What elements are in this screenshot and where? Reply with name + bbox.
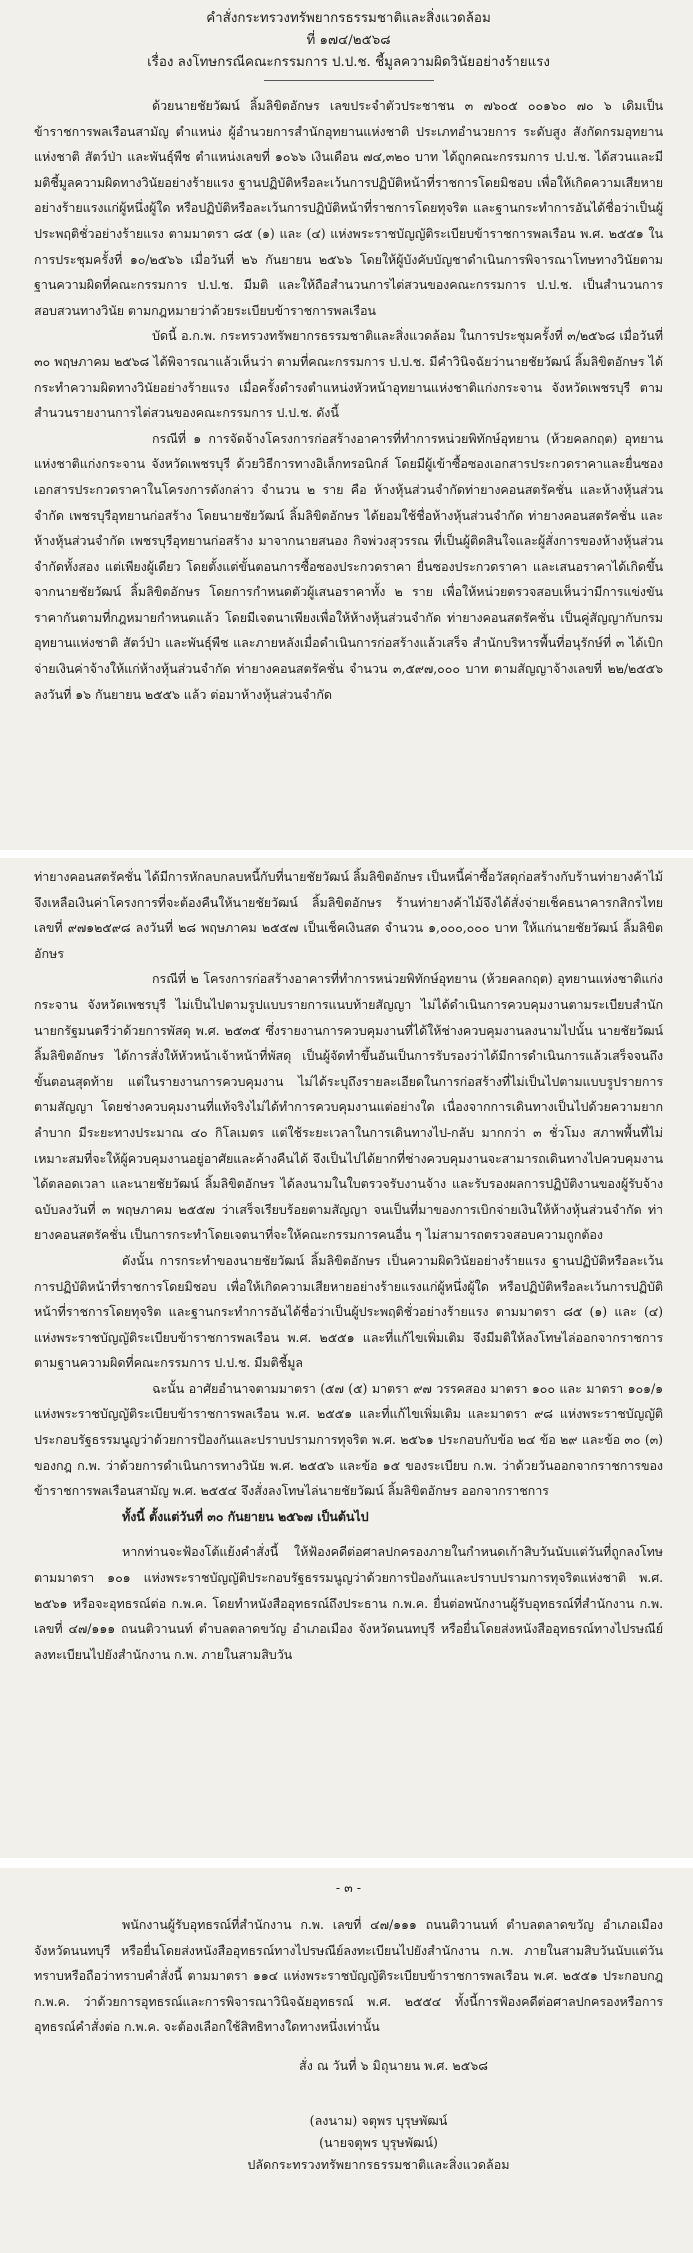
paragraph: กรณีที่ ๑ การจัดจ้างโครงการก่อสร้างอาคารที่ทำการหน่วยพิทักษ์อุทยาน (ห้วยคลกฤต) อุทยานแห่งชาติแก่งกระจาน จังหวัดเพชรบุรี ด้วยวิธีการทางอิเล็กทรอนิกส์ โดยมีผู้เข้าซื้อซองเอกสารประกวดราคาและยื่นซองเอกสารประกวดราคาในโครงการดังกล่าว จำนวน ๒ ราย คือ ห้างหุ้นส่วนจำกัดท่ายางคอนสตรัคชั่น และห้างหุ้นส่วนจำกัด เพชรบุรีอุทยานก่อสร้าง โดยนายชัยวัฒน์ ลิ้มลิขิตอักษร ได้ยอมใช้ชื่อห้างหุ้นส่วนจำกัด ท่ายางคอนสตรัคชั่น และห้างหุ้นส่วนจำกัด เพชรบุรีอุทยานก่อสร้าง มาจากนายสนอง กิจพ่วงสุวรรณ ที่เป็นผู้ติดสินใจและผู้สั่งการของห้างหุ้นส่วนจำกัดทั้งสอง แต่เพียงผู้เดียว โดยตั้งแต่ขั้นตอนการซื้อซองประกวดราคา ยื่นซองประกวดราคา และเสนอราคาได้เกิดขึ้นจากนายชัยวัฒน์ ลิ้มลิขิตอักษร โดยการกำหนดตัวผู้เสนอราคาทั้ง ๒ ราย เพื่อให้หน่วยตรวจสอบเห็นว่ามีการแข่งขันราคากันตามที่กฎหมายกำหนดแล้ว โดยมีเจตนาเพียงเพื่อให้ห้างหุ้นส่วนจำกัด ท่ายางคอนสตรัคชั่น เป็นคู่สัญญากับกรมอุทยานแห่งชาติ สัตว์ป่า และพันธุ์พืช และภายหลังเมื่อดำเนินการก่อสร้างแล้วเสร็จ สำนักบริหารพื้นที่อนุรักษ์ที่ ๓ ได้เบิกจ่ายเงินค่าจ้างให้แก่ห้างหุ้นส่วนจำกัด ท่ายางคอนสตรัคชั่น จำนวน ๓,๕๙๗,๐๐๐ บาท ตามสัญญาจ้างเลขที่ ๒๒/๒๕๕๖ ลงวันที่ ๑๖ กันยายน ๒๕๕๖ แล้ว ต่อมาห้างหุ้นส่วนจำกัด (34, 430, 663, 702)
page-number: - ๓ - (335, 1880, 362, 1895)
order-subject: เรื่อง ลงโทษกรณีคณะกรรมการ ป.ป.ช. ชี้มูลความผิดวินัยอย่างร้ายแรง (147, 55, 550, 70)
order-number: ที่ ๑๗๔/๒๕๖๘ (306, 33, 391, 48)
effective-date: ทั้งนี้ ตั้งแต่วันที่ ๓๐ กันยายน ๒๕๖๗ เป็นต้นไป (122, 1508, 369, 1524)
paragraph: ด้วยนายชัยวัฒน์ ลิ้มลิขิตอักษร เลขประจำตัวประชาชน ๓ ๗๖๐๕ ๐๐๑๖๐ ๗๐ ๖ เดิมเป็นข้าราชการพลเรือนสามัญ ตำแหน่ง ผู้อำนวยการสำนักอุทยานแห่งชาติ ประเภทอำนวยการ ระดับสูง สังกัดกรมอุทยานแห่งชาติ สัตว์ป่า และพันธุ์พืช ตำแหน่งเลขที่ ๑๐๖๖ เงินเดือน ๗๔,๓๒๐ บาท ได้ถูกคณะกรรมการ ป.ป.ช. ได้สวนและมีมติชี้มูลความผิดทางวินัยอย่างร้ายแรง ฐานปฏิบัติหรือละเว้นการปฏิบัติหน้าที่ราชการโดยมิชอบ เพื่อให้เกิดความเสียหายอย่างร้ายแรงแก่ผู้หนึ่งผู้ใด หรือปฏิบัติหรือละเว้นการปฏิบัติหน้าที่ราชการโดยทุจริต และฐานกระทำการอันได้ชื่อว่าเป็นผู้ประพฤติชั่วอย่างร้ายแรง ตามมาตรา ๘๕ (๑) และ (๔) แห่งพระราชบัญญัติระเบียบข้าราชการพลเรือน พ.ศ. ๒๕๕๑ ในการประชุมครั้งที่ ๑๐/๒๕๖๖ เมื่อวันที่ ๒๖ กันยายน ๒๕๖๖ โดยให้ผู้บังคับบัญชาดำเนินการพิจารณาโทษทางวินัยตามฐานความผิดที่คณะกรรมการ ป.ป.ช. มีมติ และให้ถือสำนวนการไต่สวนของคณะกรรมการ ป.ป.ช. เป็นสำนวนการสอบสวนทางวินัย ตามกฎหมายว่าด้วยระเบียบข้าราชการพลเรือน (34, 98, 663, 318)
paragraph: ฉะนั้น อาศัยอำนาจตามมาตรา (๕๗ (๕) มาตรา ๙๗ วรรคสอง มาตรา ๑๐๐ และ มาตรา ๑๐๑/๑ แห่งพระราชบัญญัติระเบียบข้าราชการพลเรือน พ.ศ. ๒๕๕๑ และที่แก้ไขเพิ่มเติม และมาตรา ๙๘ แห่งพระราชบัญญัติประกอบรัฐธรรมนูญว่าด้วยการป้องกันและปราบปรามการทุจริต พ.ศ. ๒๕๖๑ ประกอบกับข้อ ๒๔ ข้อ ๒๙ และข้อ ๓๐ (๓) ของกฎ ก.พ. ว่าด้วยการดำเนินการทางวินัย พ.ศ. ๒๕๕๖ และข้อ ๑๕ ของระเบียบ ก.พ. ว่าด้วยวันออกจากราชการของข้าราชการพลเรือนสามัญ พ.ศ. ๒๕๕๔ จึงสั่งลงโทษไล่นายชัยวัฒน์ ลิ้มลิขิตอักษร ออกจากราชการ (34, 1380, 663, 1499)
divider (264, 80, 434, 81)
order-date: สั่ง ณ วันที่ ๖ มิถุนายน พ.ศ. ๒๕๖๘ (299, 2057, 488, 2073)
order-heading: คำสั่งกระทรวงทรัพยากรธรรมชาติและสิ่งแวดล้อม (206, 11, 491, 26)
paragraph: กรณีที่ ๒ โครงการก่อสร้างอาคารที่ทำการหน่วยพิทักษ์อุทยาน (ห้วยคลกฤต) อุทยานแห่งชาติแก่งกระจาน จังหวัดเพชรบุรี ไม่เป็นไปตามรูปแบบรายการแนบท้ายสัญญา ไม่ได้ดำเนินการควบคุมงานตามระเบียบสำนักนายกรัฐมนตรีว่าด้วยการพัสดุ พ.ศ. ๒๕๓๕ ซึ่งรายงานการควบคุมงานที่ได้ให้ช่างควบคุมงานลงนามไปนั้น นายชัยวัฒน์ ลิ้มลิขิตอักษร ได้การสั่งให้หัวหน้าเจ้าหน้าที่พัสดุ เป็นผู้จัดทำขึ้นอันเป็นการรับรองว่าได้มีการดำเนินการแล้วเสร็จจนถึงขั้นตอนสุดท้าย แต่ในรายงานการควบคุมงาน ไม่ได้ระบุถึงรายละเอียดในการก่อสร้างที่ไม่เป็นไปตามแบบรูปรายการตามสัญญา โดยช่างควบคุมงานที่แท้จริงไม่ได้ทำการควบคุมงานแต่อย่างใด เนื่องจากการเดินทางเป็นไปด้วยความยากลำบาก มีระยะทางประมาณ ๔๐ กิโลเมตร แต่ใช้ระยะเวลาในการเดินทางไป-กลับ มากกว่า ๓ ชั่วโมง สภาพพื้นที่ไม่เหมาะสมที่จะให้ผู้ควบคุมงานอยู่อาศัยและค้างคืนได้ จึงเป็นไปได้ยากที่ช่างควบคุมงานจะสามารถเดินทางไปควบคุมงานได้ตลอดเวลา และนายชัยวัฒน์ ลิ้มลิขิตอักษร ได้ลงนามในใบตรวจรับงานจ้าง และรับรองผลการปฏิบัติงานของผู้รับจ้าง ฉบับลงวันที่ ๓ พฤษภาคม ๒๕๕๗ ว่าเสร็จเรียบร้อยตามสัญญา จนเป็นที่มาของการเบิกจ่ายเงินให้ห้างหุ้นส่วนจำกัด ท่ายางคอนสตรัคชั่น เป็นการกระทำโดยเจตนาที่จะให้คณะกรรมการคนอื่น ๆ ไม่สามารถตรวจสอบความถูกต้อง (34, 971, 663, 1243)
document-page-2 (0, 858, 693, 1858)
paragraph: ดังนั้น การกระทำของนายชัยวัฒน์ ลิ้มลิขิตอักษร เป็นความผิดวินัยอย่างร้ายแรง ฐานปฏิบัติหรือละเว้นการปฏิบัติหน้าที่ราชการโดยมิชอบ เพื่อให้เกิดความเสียหายอย่างร้ายแรงแก่ผู้หนึ่งผู้ใด หรือปฏิบัติหรือละเว้นการปฏิบัติหน้าที่ราชการโดยทุจริต และฐานกระทำการอันได้ชื่อว่าเป็นผู้ประพฤติชั่วอย่างร้ายแรง ตามมาตรา ๘๕ (๑) และ (๔) แห่งพระราชบัญญัติระเบียบข้าราชการพลเรือน พ.ศ. ๒๕๕๑ และที่แก้ไขเพิ่มเติม จึงมีมติให้ลงโทษไล่ออกจากราชการ ตามฐานความผิดที่คณะกรรมการ ป.ป.ช. มีมติชี้มูล (34, 1252, 663, 1371)
paragraph: ท่ายางคอนสตรัคชั่น ได้มีการหักลบกลบหนี้กับที่นายชัยวัฒน์ ลิ้มลิขิตอักษร เป็นหนี้ค่าซื้อวัสดุก่อสร้างกับร้านท่ายางค้าไม้ จึงเหลือเงินค่าโครงการที่จะต้องคืนให้นายชัยวัฒน์ ลิ้มลิขิตอักษร ร้านท่ายางค้าไม้จึงได้สั่งจ่ายเช็คธนาคารกสิกรไทย เลขที่ ๙๗๑๒๕๙๘ ลงวันที่ ๒๘ พฤษภาคม ๒๕๕๗ เป็นเช็คเงินสด จำนวน ๑,๐๐๐,๐๐๐ บาท ให้แก่นายชัยวัฒน์ ลิ้มลิขิตอักษร (34, 869, 663, 961)
paragraph: พนักงานผู้รับอุทธรณ์ที่สำนักงาน ก.พ. เลขที่ ๔๗/๑๑๑ ถนนติวานนท์ ตำบลตลาดขวัญ อำเภอเมือง จังหวัดนนทบุรี หรือยื่นโดยส่งหนังสืออุทธรณ์ทางไปรษณีย์ลงทะเบียนไปยังสำนักงาน ก.พ. ภายในสามสิบวันนับแต่วันทราบหรือถือว่าทราบคำสั่งนี้ ตามมาตรา ๑๑๔ แห่งพระราชบัญญัติระเบียบข้าราชการพลเรือน พ.ศ. ๒๕๕๑ ประกอบกฎ ก.พ.ค. ว่าด้วยการอุทธรณ์และการพิจารณาวินิจฉัยอุทธรณ์ พ.ศ. ๒๕๕๔ ทั้งนี้การฟ้องคดีต่อศาลปกครองหรือการอุทธรณ์คำสั่งต่อ ก.พ.ค. จะต้องเลือกใช้สิทธิทางใดทางหนึ่งเท่านั้น (34, 1917, 663, 2035)
signer-title: ปลัดกระทรวงทรัพยากรธรรมชาติและสิ่งแวดล้อม (247, 2156, 510, 2172)
document-page-3 (0, 1868, 693, 2253)
appeal-paragraph: หากท่านจะฟ้องโต้แย้งคำสั่งนี้ ให้ฟ้องคดีต่อศาลปกครองภายในกำหนดเก้าสิบวันนับแต่วันที่ถูกลงโทษ ตามมาตรา ๑๐๑ แห่งพระราชบัญญัติประกอบรัฐธรรมนูญว่าด้วยการป้องกันและปราบปรามการทุจริตแห่งชาติ พ.ศ. ๒๕๖๑ หรือจะอุทธรณ์ต่อ ก.พ.ค. โดยทำหนังสืออุทธรณ์ถึงประธาน ก.พ.ค. ยื่นต่อพนักงานผู้รับอุทธรณ์ที่สำนักงาน ก.พ. เลขที่ ๔๗/๑๑๑ ถนนติวานนท์ ตำบลตลาดขวัญ อำเภอเมือง จังหวัดนนทบุรี หรือยื่นโดยส่งหนังสืออุทธรณ์ทางไปรษณีย์ลงทะเบียนไปยังสำนักงาน ก.พ. ภายในสามสิบวัน (34, 1544, 663, 1662)
signer-name: (นายจตุพร บุรุษพัฒน์) (319, 2134, 438, 2150)
paragraph: บัดนี้ อ.ก.พ. กระทรวงทรัพยากรธรรมชาติและสิ่งแวดล้อม ในการประชุมครั้งที่ ๓/๒๕๖๘ เมื่อวันที่ ๓๐ พฤษภาคม ๒๕๖๘ ได้พิจารณาแล้วเห็นว่า ตามที่คณะกรรมการ ป.ป.ช. มีคำวินิจฉัยว่านายชัยวัฒน์ ลิ้มลิขิตอักษร ได้กระทำความผิดทางวินัยอย่างร้ายแรง เมื่อครั้งดำรงตำแหน่งหัวหน้าอุทยานแห่งชาติแก่งกระจาน จังหวัดเพชรบุรี ตามสำนวนรายงานการไต่สวนของคณะกรรมการ ป.ป.ช. ดังนี้ (34, 328, 663, 421)
document-page-1 (0, 0, 693, 850)
signature: (ลงนาม) จตุพร บุรุษพัฒน์ (309, 2112, 448, 2128)
